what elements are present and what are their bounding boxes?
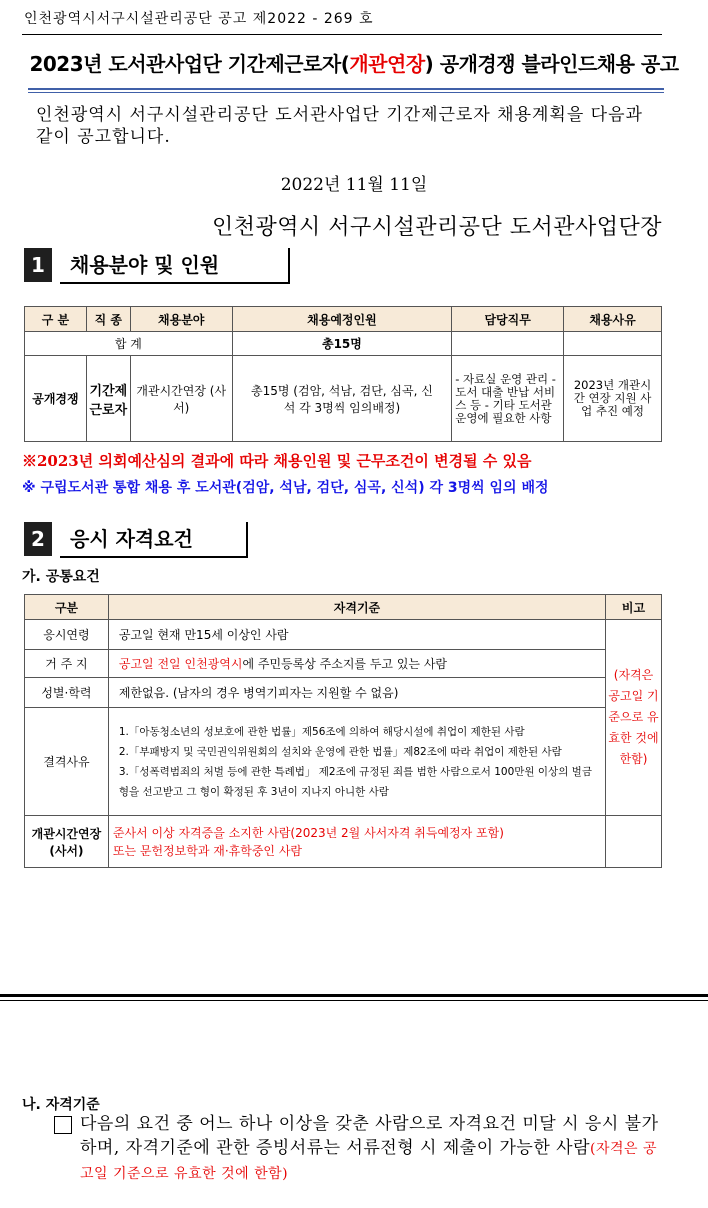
column-header: 직 종 <box>86 307 130 332</box>
section-title: 응시 자격요건 <box>60 522 248 558</box>
table-header-row <box>25 595 662 620</box>
section-number: 2 <box>24 522 52 556</box>
remark: (자격은 공고일 기준으로 유효한 것에 한함) <box>606 620 662 816</box>
page-break-rule-thin <box>0 1000 708 1001</box>
section1-heading <box>24 248 290 284</box>
empty-cell <box>564 332 662 356</box>
note-assignment: ※ 구립도서관 통합 채용 후 도서관(검암, 석남, 검단, 심곡, 신석) 각 3명씩 임의 배정 <box>22 480 549 496</box>
notice-number: 인천광역시서구시설관리공단 공고 제2022 - 269 호 <box>24 11 374 27</box>
criteria-paragraph: 다음의 요건 중 어느 하나 이상을 갖춘 사람으로 자격요건 미달 시 응시 불가하며, 자격기준에 관한 증빙서류는 서류전형 시 제출이 가능한 사람(자격은 공고일 기준으로 유효한 것에 한함) <box>80 1114 659 1182</box>
row-text: 공고일 전일 인천광역시에 주민등록상 주소지를 두고 있는 사람 <box>108 650 605 678</box>
page-break-rule <box>0 994 708 997</box>
checkbox-icon <box>54 1116 72 1134</box>
row-label: 결격사유 <box>25 708 109 816</box>
column-header: 채용예정인원 <box>232 307 452 332</box>
row-text: 제한없음. (남자의 경우 병역기피자는 지원할 수 없음) <box>108 678 605 708</box>
page-title: 2023년 도서관사업단 기간제근로자(개관연장) 공개경쟁 블라인드채용 공고 <box>29 52 679 76</box>
special-line: 준사서 이상 자격증을 소지한 사람(2023년 2월 사서자격 취득예정자 포함) <box>112 825 504 840</box>
cell-reason: 2023년 개관시간 연장 지원 사업 추진 예정 <box>564 356 662 442</box>
note-budget: ※2023년 의회예산심의 결과에 따라 채용인원 및 근무조건이 변경될 수 있음 <box>22 452 532 470</box>
list-item: 2.「부패방지 및 국민권익위원회의 설치와 운영에 관한 법률」제82조에 따라 취업이 제한된 사람 <box>118 745 562 758</box>
cell-job-type: 기간제 근로자 <box>86 356 130 442</box>
table-row <box>25 356 662 442</box>
table-header-row <box>25 307 662 332</box>
table-row <box>25 650 662 678</box>
title-rule <box>28 88 664 90</box>
column-header: 담당직무 <box>452 307 564 332</box>
table-row <box>25 620 662 650</box>
subsection-common: 가. 공통요건 <box>22 569 100 585</box>
cell-planned-count: 총15명 (검암, 석남, 검단, 심곡, 신석 각 3명씩 임의배정) <box>232 356 452 442</box>
empty-cell <box>452 332 564 356</box>
recruitment-table <box>24 306 662 442</box>
row-text: 공고일 현재 만15세 이상인 사람 <box>108 620 605 650</box>
table-row <box>25 708 662 816</box>
section-number: 1 <box>24 248 52 282</box>
cell-field: 개관시간연장 (사서) <box>130 356 232 442</box>
column-header: 구분 <box>25 595 109 620</box>
table-row <box>25 816 662 868</box>
row-label: 응시연령 <box>25 620 109 650</box>
title-rule-thin <box>28 92 664 93</box>
subsection-criteria: 나. 자격기준 <box>22 1097 100 1113</box>
section-title: 채용분야 및 인원 <box>60 248 290 284</box>
section2-heading <box>24 522 248 558</box>
column-header: 자격기준 <box>108 595 605 620</box>
intro-paragraph: 인천광역시 서구시설관리공단 도서관사업단 기간제근로자 채용계획을 다음과 같이 공고합니다. <box>36 105 643 147</box>
total-row <box>25 332 662 356</box>
row-label: 성별·학력 <box>25 678 109 708</box>
list-item: 3.「성폭력범죄의 처벌 등에 관한 특례법」 제2조에 규정된 죄를 범한 사람으로서 100만원 이상의 벌금형을 선고받고 그 형이 확정된 후 3년이 지나지 아니한 사람 <box>118 765 592 798</box>
total-label: 합 계 <box>25 332 233 356</box>
cell-duties: - 자료실 운영 관리 - 도서 대출 반납 서비스 등 - 기타 도서관 운영에 필요한 사항 <box>452 356 564 442</box>
row-text <box>108 816 605 868</box>
column-header: 채용사유 <box>564 307 662 332</box>
column-header: 구 분 <box>25 307 87 332</box>
row-label: 개관시간연장 (사서) <box>25 816 109 868</box>
empty-cell <box>606 816 662 868</box>
qualification-table <box>24 594 662 868</box>
row-label: 거 주 지 <box>25 650 109 678</box>
header-rule <box>22 34 662 35</box>
special-line: 또는 문헌정보학과 재·휴학중인 사람 <box>112 843 303 858</box>
column-header: 비고 <box>606 595 662 620</box>
disqualification-list <box>108 708 605 816</box>
list-item: 1.「아동청소년의 성보호에 관한 법률」제56조에 의하여 해당시설에 취업이 제한된 사람 <box>118 725 525 738</box>
cell-category: 공개경쟁 <box>25 356 87 442</box>
column-header: 채용분야 <box>130 307 232 332</box>
table-row <box>25 678 662 708</box>
notice-date: 2022년 11월 11일 <box>280 175 428 195</box>
total-value: 총15명 <box>232 332 452 356</box>
issuer: 인천광역시 서구시설관리공단 도서관사업단장 <box>211 215 662 240</box>
